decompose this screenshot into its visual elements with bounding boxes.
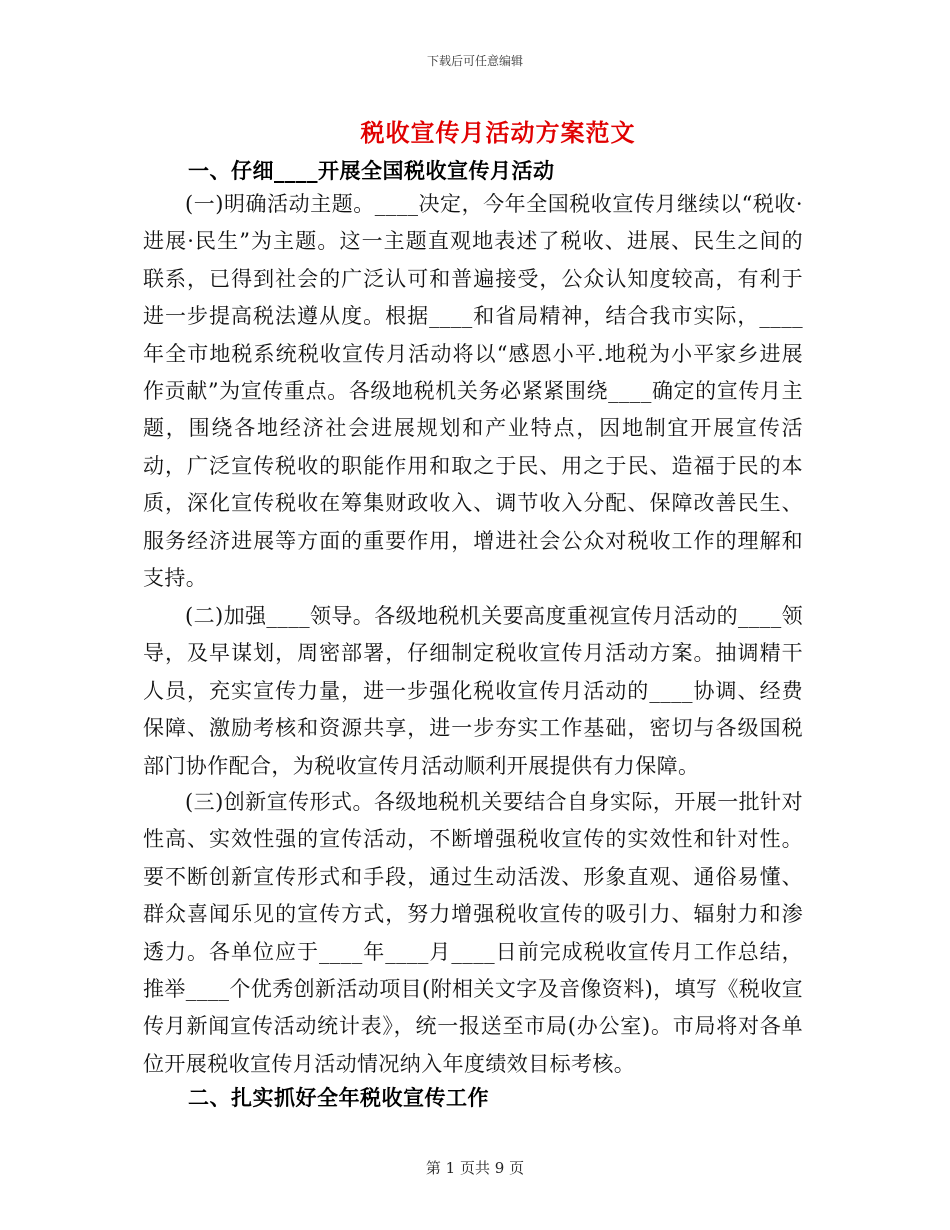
page-footer: 第 1 页共 9 页: [425, 1159, 525, 1177]
page-header-note: 下载后可任意编辑: [426, 54, 523, 68]
paragraph-2: (二)加强____领导。各级地税机关要高度重视宣传月活动的____领导，及早谋划，周密部署，仔细制定税收宣传月活动方案。抽调精干人员，充实宣传力量，进一步强化税收宣传月活动的____协调、经费保障、激励考核和资源共享，进一步夯实工作基础，密切与各级国税部门协作配合，为税收宣传月活动顺利开展提供有力保障。: [143, 604, 803, 778]
paragraph-1: (一)明确活动主题。____决定，今年全国税收宣传月继续以“税收·进展·民生”为主题。这一主题直观地表述了税收、进展、民生之间的联系，已得到社会的广泛认可和普遍接受，公众认知度较高，有利于进一步提高税法遵从度。根据____和省局精神，结合我市实际，____年全市地税系统税收宣传月活动将以“感恩小平.地税为小平家乡进展作贡献”为宣传重点。各级地税机关务必紧紧围绕____确定的宣传月主题，围绕各地经济社会进展规划和产业特点，因地制宜开展宣传活动，广泛宣传税收的职能作用和取之于民、用之于民、造福于民的本质，深化宣传税收在筹集财政收入、调节收入分配、保障改善民生、服务经济进展等方面的重要作用，增进社会公众对税收工作的理解和支持。: [143, 192, 803, 591]
document-title: 税收宣传月活动方案范文: [360, 118, 636, 147]
section-heading-2: 二、扎实抓好全年税收宣传工作: [188, 1085, 489, 1110]
paragraph-3: (三)创新宣传形式。各级地税机关要结合自身实际，开展一批针对性高、实效性强的宣传活动，不断增强税收宣传的实效性和针对性。要不断创新宣传形式和手段，通过生动活泼、形象直观、通俗易懂、群众喜闻乐见的宣传方式，努力增强税收宣传的吸引力、辐射力和渗透力。各单位应于____年____月____日前完成税收宣传月工作总结，推举____个优秀创新活动项目(附相关文字及音像资料)，填写《税收宣传月新闻宣传活动统计表》，统一报送至市局(办公室)。市局将对各单位开展税收宣传月活动情况纳入年度绩效目标考核。: [143, 790, 803, 1076]
section-heading-1: 一、仔细____开展全国税收宣传月活动: [188, 158, 555, 183]
